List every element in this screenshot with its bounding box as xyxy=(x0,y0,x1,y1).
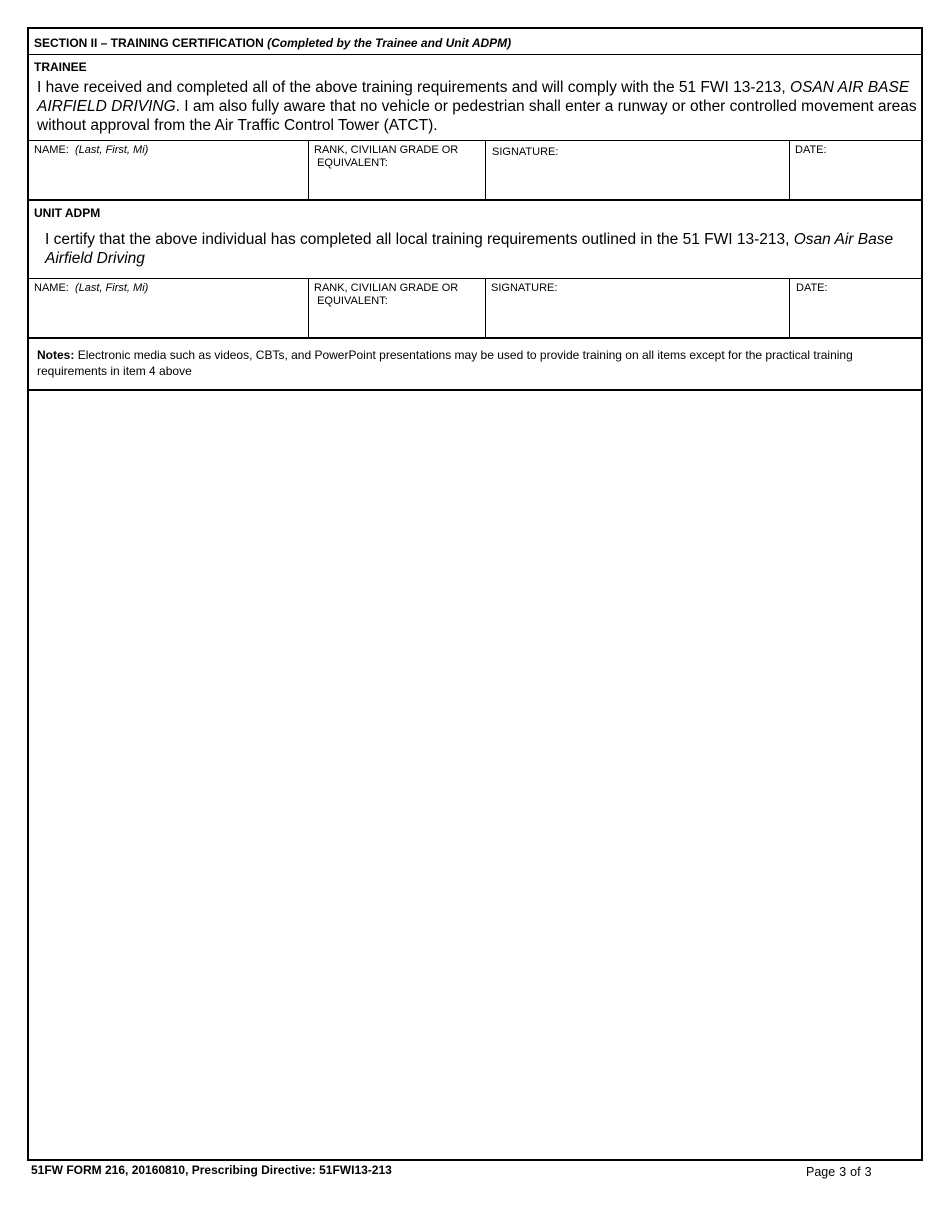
name-label: NAME: (Last, First, Mi) xyxy=(34,282,149,294)
name-label: NAME: (Last, First, Mi) xyxy=(34,144,149,156)
trainee-rank-field[interactable] xyxy=(308,141,485,199)
trainee-signature-field[interactable] xyxy=(485,141,789,199)
adpm-name-field[interactable] xyxy=(29,279,308,337)
notes-block xyxy=(29,339,921,391)
page-number: Page 3 of 3 xyxy=(806,1165,872,1179)
trainee-fields-row xyxy=(29,141,921,201)
date-label: DATE: xyxy=(796,282,828,294)
signature-label: SIGNATURE: xyxy=(492,146,559,158)
trainee-heading: TRAINEE xyxy=(34,60,87,74)
rank-label: RANK, CIVILIAN GRADE OR EQUIVALENT: xyxy=(314,144,459,169)
section-title: SECTION II – TRAINING CERTIFICATION (Completed by the Trainee and Unit ADPM) xyxy=(34,36,512,50)
adpm-fields-row xyxy=(29,279,921,339)
adpm-rank-field[interactable] xyxy=(308,279,485,337)
unit-adpm-block xyxy=(29,201,921,279)
trainee-date-field[interactable] xyxy=(789,141,921,199)
notes-text: Notes: Electronic media such as videos, CBTs, and PowerPoint presentations may be used to provide training on all items except for the practical training requirements in item 4 above xyxy=(37,348,853,378)
adpm-signature-field[interactable] xyxy=(485,279,789,337)
trainee-name-field[interactable] xyxy=(29,141,308,199)
unit-adpm-statement: I certify that the above individual has completed all local training requirements outlined in the 51 FWI 13-213, Osan Air Base Airfield Driving xyxy=(45,231,894,267)
signature-label: SIGNATURE: xyxy=(491,282,558,294)
section-header xyxy=(29,29,921,55)
date-label: DATE: xyxy=(795,144,827,156)
rank-label: RANK, CIVILIAN GRADE OR EQUIVALENT: xyxy=(314,282,459,307)
adpm-date-field[interactable] xyxy=(789,279,921,337)
unit-adpm-heading: UNIT ADPM xyxy=(34,206,101,220)
form-frame xyxy=(27,27,923,1161)
form-footer-info: 51FW FORM 216, 20160810, Prescribing Directive: 51FWI13-213 xyxy=(31,1163,392,1177)
trainee-block xyxy=(29,55,921,141)
trainee-statement: I have received and completed all of the above training requirements and will comply with the 51 FWI 13-213, OSAN AIR BASE AIRFIELD DRIVING. I am also fully aware that no vehicle or pedestrian shall enter a runway or other controlled movement areas without approval from the Air Traffic Control Tower (ATCT). xyxy=(37,79,917,134)
